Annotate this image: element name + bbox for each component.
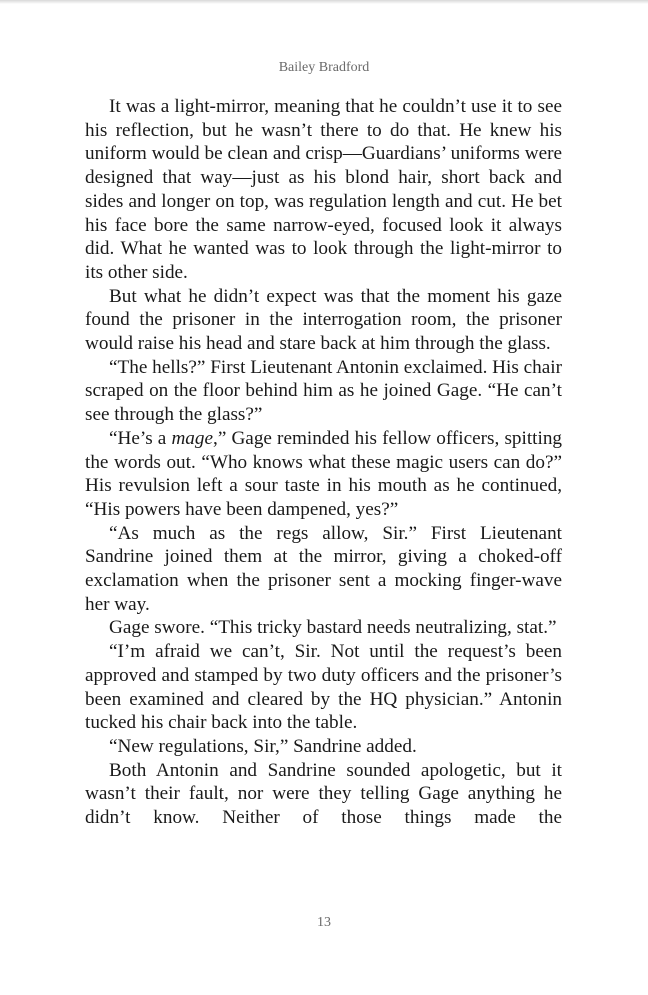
page-number: 13	[317, 915, 331, 930]
running-head: Bailey Bradford	[278, 60, 370, 75]
paragraph	[85, 640, 562, 735]
text-run: It was a light-mirror, meaning that he couldn’t use it to see his reflection, but he wasn’t there to do that. He knew his uniform would be clean and crisp—Guardians’ uniforms were designed that way—just as his blond hair, short back and sides and longer on top, was regulation length and cut. He bet his face bore the same narrow-eyed, focused look it always did. What he wanted was to look through the light-mirror to its other side.	[85, 96, 562, 283]
paragraph	[85, 735, 562, 759]
paragraph	[85, 427, 562, 522]
paragraph	[85, 522, 562, 617]
text-run: “The hells?” First Lieutenant Antonin exclaimed. His chair scraped on the floor behind him as he joined Gage. “He can’t see through the glass?”	[85, 356, 562, 426]
text-run: But what he didn’t expect was that the moment his gaze found the prisoner in the interrogation room, the prisoner would raise his head and stare back at him through the glass.	[85, 285, 562, 355]
paragraph	[85, 285, 562, 356]
text-run: Gage swore. “This tricky bastard needs neutralizing, stat.”	[109, 617, 557, 639]
italic-text: mage	[171, 427, 214, 449]
paragraph	[85, 616, 562, 640]
body-text	[85, 95, 562, 830]
text-run: “He’s a	[109, 427, 172, 449]
top-edge-shadow	[0, 0, 648, 4]
paragraph	[85, 759, 562, 830]
paragraph	[85, 95, 562, 285]
paragraph	[85, 356, 562, 427]
text-run: “New regulations, Sir,” Sandrine added.	[109, 735, 417, 757]
text-run: “I’m afraid we can’t, Sir. Not until the request’s been approved and stamped by two duty officers and the prisoner’s been examined and cleared by the HQ physician.” Antonin tucked his chair back into the table.	[85, 641, 562, 734]
text-run: “As much as the regs allow, Sir.” First Lieutenant Sandrine joined them at the mirror, giving a choked-off exclamation when the prisoner sent a mocking finger-wave her way.	[85, 522, 562, 615]
text-run: ,” Gage reminded his fellow officers, spitting the words out. “Who knows what these magic users can do?” His revulsion left a sour taste in his mouth as he continued, “His powers have been dampened, yes?”	[85, 427, 563, 520]
text-run: Both Antonin and Sandrine sounded apologetic, but it wasn’t their fault, nor were they telling Gage anything he didn’t know. Neither of those things made the	[85, 759, 562, 829]
